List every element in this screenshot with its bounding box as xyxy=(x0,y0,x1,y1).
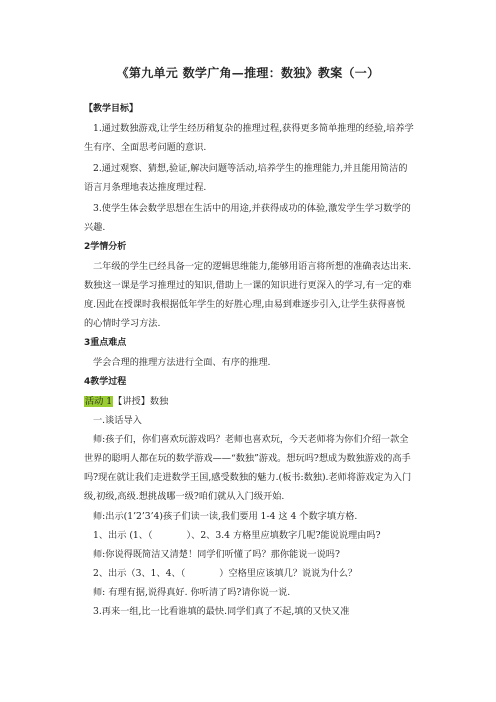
question-1-end: ）、2、3.4 方格里应填数字几呢?能说说理由吗? xyxy=(186,530,381,541)
question-2-end: ）空格里应该填几？说说为什么？ xyxy=(219,568,358,579)
teacher-intro: 师:孩子们，你们喜欢玩游戏吗？老师也喜欢玩，今天老师将为你们介绍一款全世界的聪明人都在玩的数学游戏——“数独”游戏。想玩吗?想成为数独游戏的高手吗?现在就让我们走进数学王国,感受数独的魅力.(板书:数独).老师将游戏定为入门级,初级,高级.想挑战哪一级?咱们就从入门级开始. xyxy=(84,434,412,502)
key-text: 学会合理的推理方法进行全面、有序的推理. xyxy=(93,357,271,368)
process-heading: 4教学过程 xyxy=(84,377,127,387)
learn-text: 二年级的学生已经具备一定的逻辑思维能力,能够用语言将所想的准确表达出来.数独这一课是学习推理过的知识,借助上一课的知识进行更深入的学习,有一定的难度.因此在授课时我根据低年学生的好胜心理,由易到难逐步引入,让学生获得喜悦的心情时学习方法. xyxy=(84,261,412,329)
goal-1: 1.通过数独游戏,让学生经历稍复杂的推理过程,获得更多简单推理的经验,培养学生有序、全面思考问题的意识. xyxy=(84,123,414,153)
step-3: 3.再来一组,比一比看谁填的最快.同学们真了不起,填的又快又准 xyxy=(93,606,350,617)
goal-3: 3.使学生体会数学思想在生活中的用途,并获得成功的体验,激发学生学习数学的兴趣. xyxy=(84,203,411,233)
key-heading: 3重点难点 xyxy=(84,338,127,348)
activity-line xyxy=(84,392,414,411)
question-2 xyxy=(84,564,414,583)
goal-2: 2.通过观察、猜想,验证,解决问题等活动,培养学生的推理能力,并且能用简洁的语言月条理地表达推度理过程. xyxy=(84,163,408,193)
question-2-start: 2、出示（3、1、4、（ xyxy=(93,568,186,579)
step-1: 一.谈话导入 xyxy=(93,415,142,426)
goals-heading: 【教学目标】 xyxy=(84,104,139,114)
activity-label: 活动 1 xyxy=(85,396,113,407)
question-1-start: 1、出示 (1、（ xyxy=(93,530,153,541)
teacher-show: 师:出示(1’2’3’4)孩子们读一读,我们要用 1-4 这 4 个数字填方格. xyxy=(93,511,358,522)
teacher-reason: 师: 有理有据,说得真好. 你听清了吗?请你说一说. xyxy=(93,587,291,598)
question-1 xyxy=(84,526,414,545)
activity-title: 【讲授】数独 xyxy=(113,396,169,407)
learn-heading: 2学情分析 xyxy=(84,242,127,252)
document-title: 《第九单元 数学广角—推理：数独》教案（一） xyxy=(116,66,380,80)
teacher-praise: 师:你说得既简洁又清楚！同学们听懂了吗？那你能说一说吗? xyxy=(93,549,340,560)
